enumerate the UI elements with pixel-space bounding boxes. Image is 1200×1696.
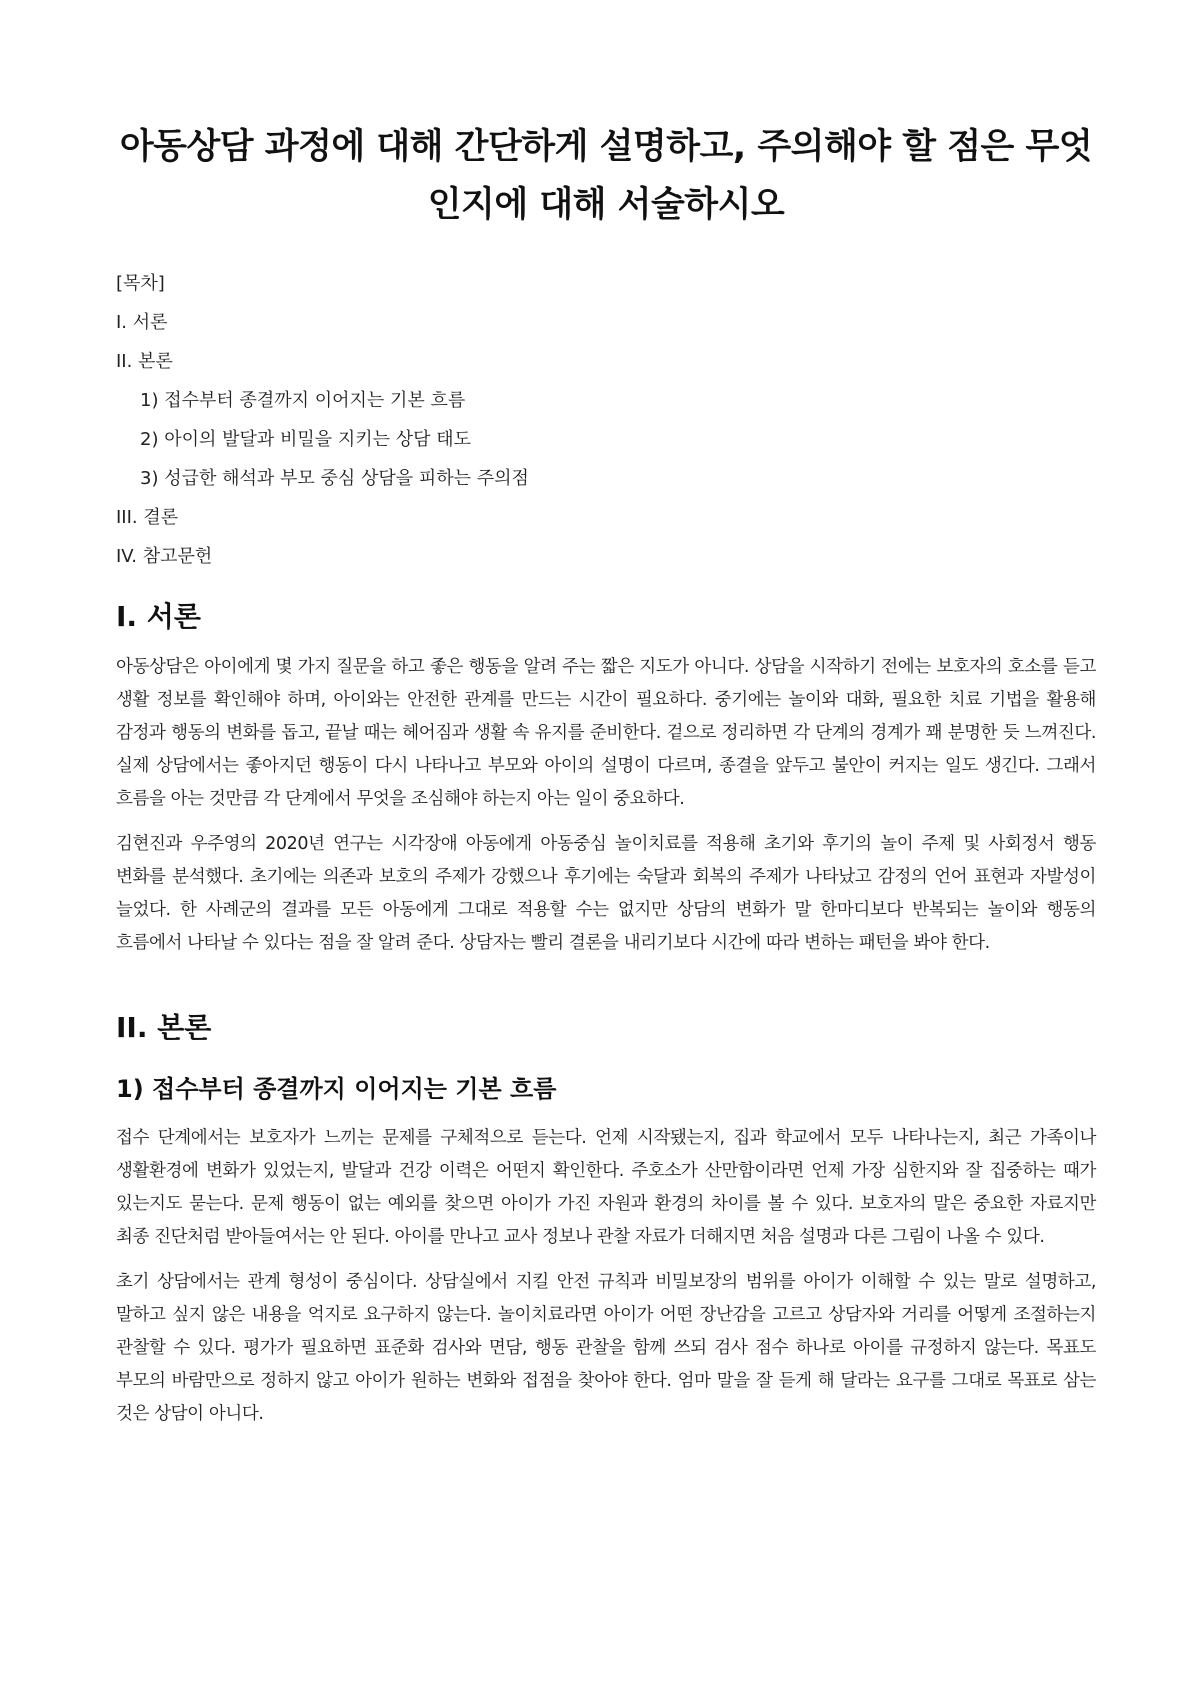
toc-item-references: IV. 참고문헌 (116, 546, 213, 567)
body-1-paragraph-2: 초기 상담에서는 관계 형성이 중심이다. 상담실에서 지킬 안전 규칙과 비밀보장의 범위를 아이가 이해할 수 있는 말로 설명하고, 말하고 싶지 않은 내용을 억지로 요구하지 않는다. 놀이치료라면 아이가 어떤 장난감을 고르고 상담자와 거리를 어떻게 조절하는지 관찰할 수 있다. 평가가 필요하면 표준화 검사와 면담, 행동 관찰을 함께 쓰되 검사 점수 하나로 아이를 규정하지 않는다. 목표도 부모의 바람만으로 정하지 않고 아이가 원하는 변화와 접점을 찾아야 한다. 엄마 말을 잘 듣게 해 달라는 요구를 그대로 목표로 삼는 것은 상담이 아니다. (116, 1272, 1096, 1424)
section-heading-body: II. 본론 (116, 1011, 212, 1044)
document-title: 아동상담 과정에 대해 간단하게 설명하고, 주의해야 할 점은 무엇인지에 대해 서술하시오 (119, 127, 1093, 225)
toc-heading: [목차] (116, 273, 165, 294)
section-spacer (116, 972, 1096, 996)
section-intro (116, 597, 1096, 960)
toc-item-body-1: 1) 접수부터 종결까지 이어지는 기본 흐름 (140, 390, 466, 411)
toc-item-intro: I. 서론 (116, 312, 168, 333)
table-of-contents (116, 272, 1096, 569)
toc-item-body: II. 본론 (116, 351, 173, 372)
subsection-heading-1: 1) 접수부터 종결까지 이어지는 기본 흐름 (116, 1075, 557, 1103)
intro-paragraph-1: 아동상담은 아이에게 몇 가지 질문을 하고 좋은 행동을 알려 주는 짧은 지도가 아니다. 상담을 시작하기 전에는 보호자의 호소를 듣고 생활 정보를 확인해야 하며, 아이와는 안전한 관계를 만드는 시간이 필요하다. 중기에는 놀이와 대화, 필요한 치료 기법을 활용해 감정과 행동의 변화를 돕고, 끝날 때는 헤어짐과 생활 속 유지를 준비한다. 겉으로 정리하면 각 단계의 경계가 꽤 분명한 듯 느껴진다. 실제 상담에서는 좋아지던 행동이 다시 나타나고 부모와 아이의 설명이 다르며, 종결을 앞두고 불안이 커지는 일도 생긴다. 그래서 흐름을 아는 것만큼 각 단계에서 무엇을 조심해야 하는지 아는 일이 중요하다. (116, 657, 1096, 809)
body-1-paragraph-1: 접수 단계에서는 보호자가 느끼는 문제를 구체적으로 듣는다. 언제 시작됐는지, 집과 학교에서 모두 나타나는지, 최근 가족이나 생활환경에 변화가 있었는지, 발달과 건강 이력은 어떤지 확인한다. 주호소가 산만함이라면 언제 가장 심한지와 잘 집중하는 때가 있는지도 묻는다. 문제 행동이 없는 예외를 찾으면 아이가 가진 자원과 환경의 차이를 볼 수 있다. 보호자의 말은 중요한 자료지만 최종 진단처럼 받아들여서는 안 된다. 아이를 만나고 교사 정보나 관찰 자료가 더해지면 처음 설명과 다른 그림이 나올 수 있다. (116, 1128, 1096, 1247)
toc-item-body-3: 3) 성급한 해석과 부모 중심 상담을 피하는 주의점 (140, 468, 529, 489)
intro-paragraph-2: 김현진과 우주영의 2020년 연구는 시각장애 아동에게 아동중심 놀이치료를 적용해 초기와 후기의 놀이 주제 및 사회정서 행동 변화를 분석했다. 초기에는 의존과 보호의 주제가 강했으나 후기에는 숙달과 회복의 주제가 나타났고 감정의 언어 표현과 자발성이 늘었다. 한 사례군의 결과를 모든 아동에게 그대로 적용할 수는 없지만 상담의 변화가 말 한마디보다 반복되는 놀이와 행동의 흐름에서 나타날 수 있다는 점을 잘 알려 준다. 상담자는 빨리 결론을 내리기보다 시간에 따라 변하는 패턴을 봐야 한다. (116, 834, 1096, 953)
section-body (116, 1008, 1096, 1431)
section-heading-intro: I. 서론 (116, 600, 201, 633)
toc-item-body-2: 2) 아이의 발달과 비밀을 지키는 상담 태도 (140, 429, 472, 450)
toc-item-conclusion: III. 결론 (116, 507, 179, 528)
